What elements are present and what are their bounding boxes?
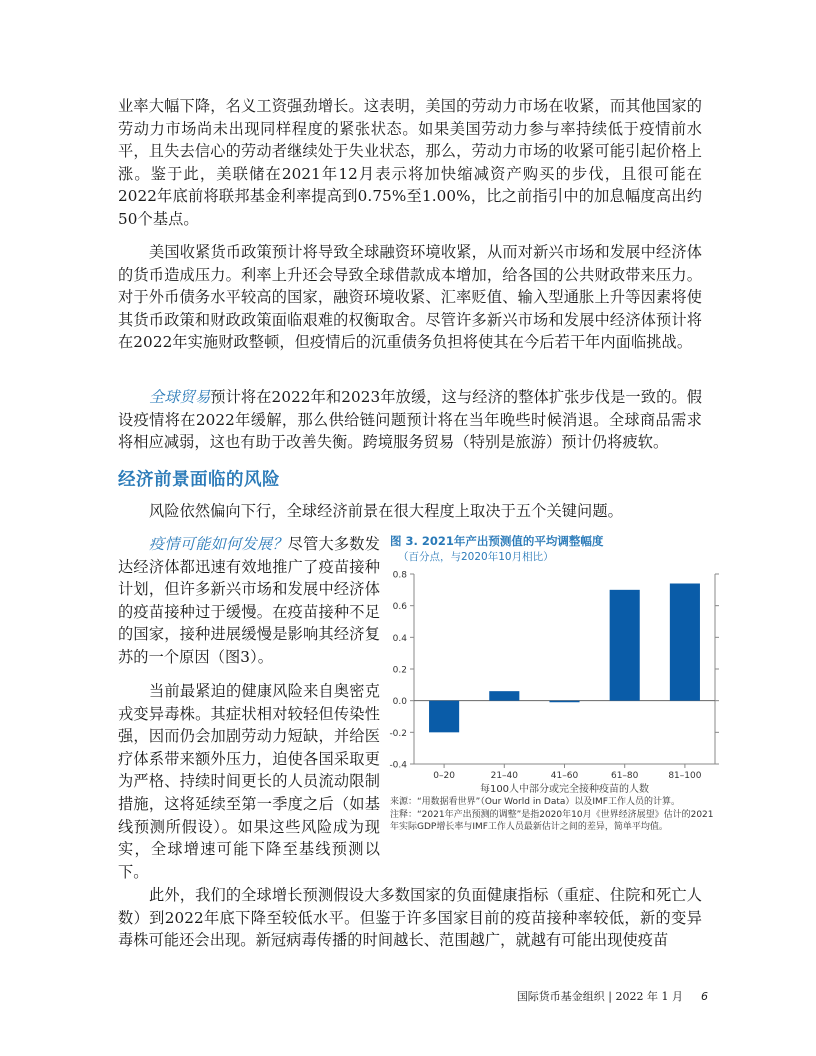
y-tick-label: 0.2 [392,665,407,676]
y-tick-label: -0.4 [389,760,407,771]
paragraph-omicron: 当前最紧迫的健康风险来自奥密克戎变异毒株。其症状相对较轻但传染性强，因而仍会加剧劳动力短缺，并给医疗体系带来额外压力，迫使各国采取更为严格、持续时间更长的人员流动限制措施，这将延续至第一季度之后（如基线预测所假设）。如果这些风险成为现实，全球增速可能下降至基线预测以下。 [118,682,380,881]
bar-21–40 [489,691,519,700]
paragraph-risks-intro: 风险依然偏向下行，全球经济前景在很大程度上取决于五个关键问题。 [149,502,623,520]
y-tick-label: 0.4 [392,633,407,644]
y-tick-label: 0.8 [392,570,407,581]
paragraph-labor-market: 业率大幅下降，名义工资强劲增长。这表明，美国的劳动力市场在收紧，而其他国家的劳动力市场尚未出现同样程度的紧张状态。如果美国劳动力参与率持续低于疫情前水平，且失去信心的劳动者继续处于失业状态，那么，劳动力市场的收紧可能引起价格上涨。鉴于此，美联储在2021年12月表示将加快缩减资产购买的步伐，且很可能在2022年底前将联邦基金利率提高到0.75%至1.00%，比之前指引中的加息幅度高出约50个基点。 [118,97,702,228]
bar-81–100 [670,584,700,701]
y-tick-label: 0.6 [392,602,407,613]
x-tick-label: 0–20 [433,771,455,781]
section-heading-risks: 经济前景面临的风险 [118,470,280,490]
paragraph-monetary-tightening: 美国收紧货币政策预计将导致全球融资环境收紧，从而对新兴市场和发展中经济体的货币造成压力。利率上升还会导致全球借款成本增加，给各国的公共财政带来压力。对于外币债务水平较高的国家，融资环境收紧、汇率贬值、输入型通胀上升等因素将使其货币政策和财政政策面临艰难的权衡取舍。尽管许多新兴市场和发展中经济体预计将在2022年实施财政整顿，但疫情后的沉重债务负担将使其在今后若干年内面临挑战。 [118,243,702,352]
paragraph-global-trade [118,386,702,454]
keyword-pandemic: 疫情可能如何发展？ [149,535,288,553]
paragraph-global-trade-text: 预计将在2022年和2023年放缓，这与经济的整体扩张步伐是一致的。假设疫情将在2022年缓解，那么供给链问题预计将在当年晚些时候消退。全球商品需求将相应减弱，这也有助于改善失衡。跨境服务贸易（特别是旅游）预计仍将疲软。 [118,388,702,452]
x-tick-label: 61–80 [610,771,639,781]
keyword-global-trade: 全球贸易 [149,388,211,406]
figure-source: 来源：“用数据看世界”（Our World in Data）以及IMF工作人员的计算。 [390,797,680,807]
page-number: 6 [701,990,708,1003]
x-axis-title: 每100人中部分或完全接种疫苗的人数 [479,784,650,795]
bar-41–60 [549,701,579,703]
bar-0–20 [429,701,459,733]
paragraph-pandemic [118,533,380,669]
figure-note: 注释：“2021年产出预测的调整”是指2020年10月《世界经济展望》估计的2021年实际GDP增长率与IMF工作人员最新估计之间的差异，简单平均值。 [390,809,714,832]
page-footer [517,988,708,1004]
figure-notes [390,796,720,834]
bar-chart [380,568,725,796]
y-tick-label: 0.0 [392,697,407,708]
bar-61–80 [610,590,640,701]
footer-org: 国际货币基金组织 | 2022 年 1 月 [516,990,683,1003]
paragraph-health-outlook: 此外，我们的全球增长预测假设大多数国家的负面健康指标（重症、住院和死亡人数）到2022年底下降至较低水平。但鉴于许多国家目前的疫苗接种率较低，新的变异毒株可能还会出现。新冠病毒传播的时间越长、范围越广，就越有可能出现使疫苗 [118,886,702,950]
figure-subtitle: （百分点，与2020年10月相比） [398,551,554,563]
figure-title: 图 3. 2021年产出预测值的平均调整幅度 [390,534,604,548]
paragraph-pandemic-text: 尽管大多数发达经济体都迅速有效地推广了疫苗接种计划，但许多新兴市场和发展中经济体的疫苗接种过于缓慢。在疫苗接种不足的国家，接种进展缓慢是影响其经济复苏的一个原因（图3）。 [118,535,380,666]
x-tick-label: 81–100 [668,771,702,781]
x-tick-label: 41–60 [550,771,579,781]
y-tick-label: -0.2 [389,728,407,739]
x-tick-label: 21–40 [490,771,519,781]
